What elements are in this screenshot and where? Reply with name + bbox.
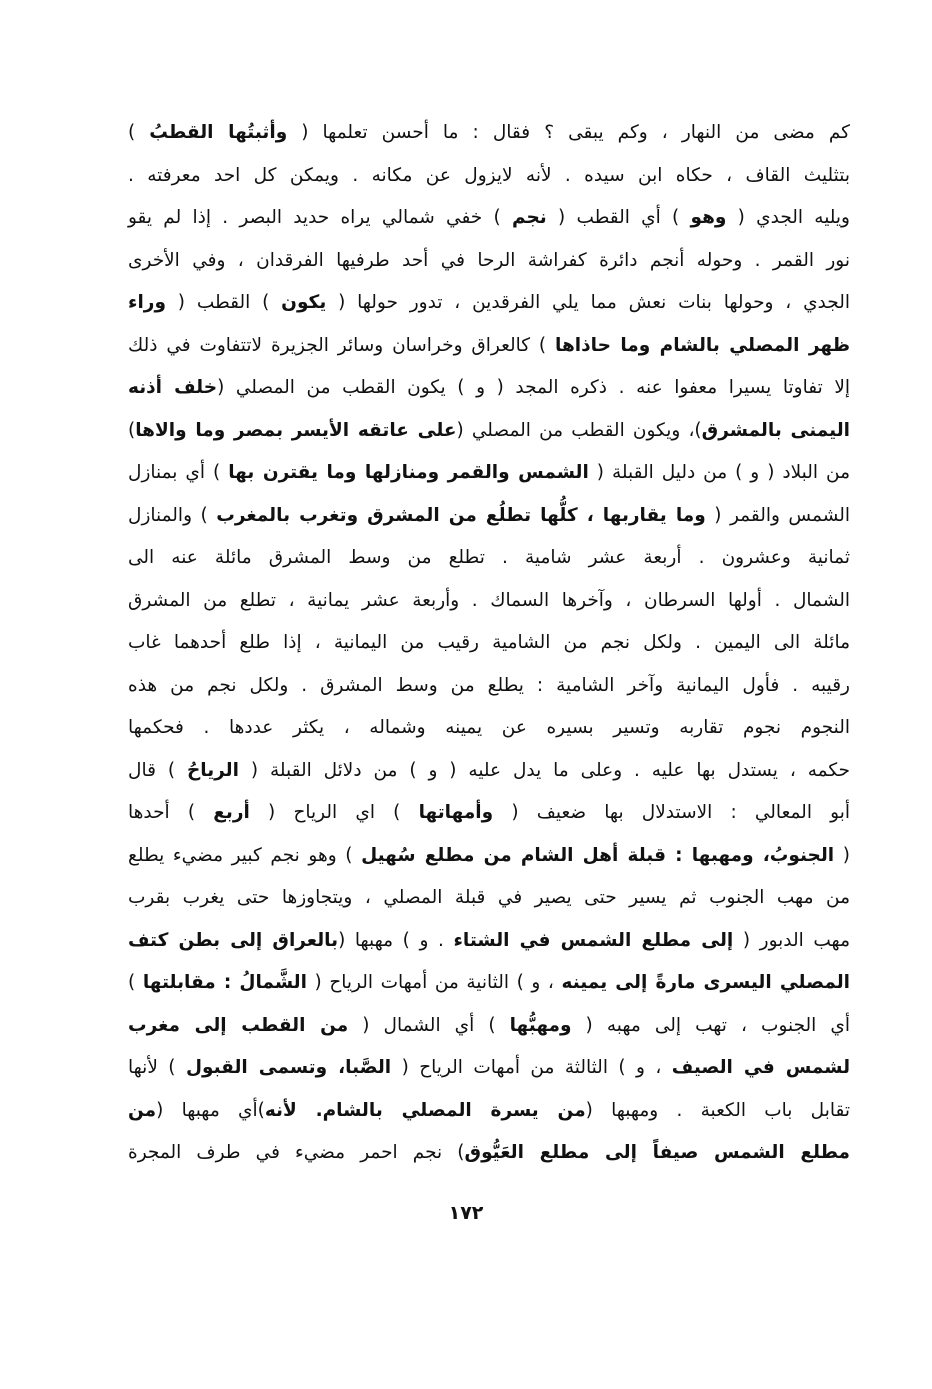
bold-text-segment: من يسرة المصلي بالشام. لأنه bbox=[264, 1099, 586, 1121]
text-segment: ) bbox=[128, 972, 143, 993]
text-line bbox=[128, 1047, 850, 1090]
text-segment: ) لأنها bbox=[128, 1057, 186, 1078]
bold-text-segment: ظهر المصلي بالشام وما حاذاها bbox=[555, 334, 850, 356]
text-segment: كم مضى من النهار ، وكم يبقى ؟ فقال : ما أحسن تعلمها ( bbox=[287, 122, 850, 143]
bold-text-segment: الجنوبُ، ومهبها : قبلة أهل الشام من مطلع سُهيل bbox=[361, 844, 835, 866]
bold-text-segment: نجم bbox=[511, 207, 547, 228]
text-segment: ) والمنازل bbox=[128, 504, 217, 526]
text-segment: بتثليث القاف ، حكاه ابن سيده . لأنه لايزول عن مكانه . ويمكن كل احد معرفته . bbox=[128, 164, 850, 186]
bold-text-segment: ومهبُّها bbox=[509, 1014, 572, 1036]
bold-text-segment: إلى مطلع الشمس في الشتاء bbox=[453, 929, 734, 951]
page-number: ١٧٢ bbox=[448, 1202, 484, 1224]
text-segment: ) القطب ( bbox=[165, 292, 282, 313]
bold-text-segment: خلف أذنه bbox=[128, 377, 218, 398]
bold-text-segment: الشَّمالُ : مقابلتها bbox=[142, 972, 307, 993]
text-segment: ) كالعراق وخراسان وسائر الجزيرة لاتتفاوت في ذلك bbox=[128, 334, 556, 356]
text-line bbox=[128, 622, 850, 665]
text-line bbox=[128, 1132, 850, 1175]
text-line bbox=[128, 580, 850, 623]
text-segment: رقيبه . فأول اليمانية وآخر الشامية : يطلع من وسط المشرق . ولكل نجم من هذه bbox=[128, 674, 850, 696]
text-segment: . و ) مهبها ( bbox=[338, 929, 454, 951]
bold-text-segment: مطلع الشمس صيفاً إلى مطلع العَيُّوق bbox=[464, 1142, 850, 1163]
text-line bbox=[128, 750, 850, 793]
text-segment: )، ويكون القطب من المصلي ( bbox=[456, 419, 702, 441]
text-segment: ) وهو نجم كبير مضيء يطلع bbox=[128, 844, 362, 866]
text-segment: ) قال bbox=[128, 759, 187, 781]
text-segment: حكمه ، يستدل بها عليه . وعلى ما يدل عليه ( و ) من دلائل القبلة ( bbox=[238, 759, 850, 781]
text-segment: ، و ) الثانية من أمهات الرياح ( bbox=[306, 972, 562, 993]
text-segment: مهب الدبور ( bbox=[733, 929, 850, 951]
text-segment: من مهب الجنوب ثم يسير حتى يصير في قبلة المصلي ، ويتجاوزها حتى يغرب بقرب bbox=[128, 887, 850, 908]
text-segment: ) أحدها bbox=[128, 802, 214, 823]
text-segment: ) نجم احمر مضيء في طرف المجرة bbox=[128, 1142, 465, 1163]
text-line bbox=[128, 112, 850, 155]
text-segment: ) bbox=[128, 122, 150, 143]
text-line bbox=[128, 665, 850, 708]
text-segment: النجوم نجوم تقاربه وتسير بسيره عن يمينه وشماله ، يكثر عددها . فحكمها bbox=[128, 717, 850, 738]
text-line bbox=[128, 835, 850, 878]
text-line bbox=[128, 1005, 850, 1048]
bold-text-segment: الشمس والقمر ومنازلها وما يقترن بها bbox=[228, 462, 589, 483]
text-segment: ) أي الشمال ( bbox=[348, 1014, 510, 1036]
bold-text-segment: من القطب إلى مغرب bbox=[128, 1014, 349, 1036]
text-segment: ) bbox=[128, 419, 136, 441]
text-line bbox=[128, 197, 850, 240]
text-segment: )أي مهبها ( bbox=[156, 1099, 265, 1121]
text-line bbox=[128, 962, 850, 1005]
text-segment: الشمس والقمر ( bbox=[705, 504, 850, 526]
bold-text-segment: وأمهاتها bbox=[418, 802, 494, 823]
text-segment: من البلاد ( و ) من دليل القبلة ( bbox=[588, 462, 850, 483]
text-line bbox=[128, 325, 850, 368]
text-segment: إلا تفاوتا يسيرا معفوا عنه . ذكره المجد ( و ) يكون القطب من المصلي ( bbox=[217, 377, 851, 398]
bold-text-segment: أربع bbox=[213, 802, 250, 823]
text-segment: ) اي الرياح ( bbox=[249, 802, 419, 823]
bold-text-segment: الصَّبا، وتسمى القبول bbox=[185, 1057, 392, 1078]
text-line bbox=[128, 707, 850, 750]
bold-text-segment: وأثبتُها القطبُ bbox=[149, 122, 288, 143]
text-segment: ثمانية وعشرون . أربعة عشر شامية . تطلع من وسط المشرق مائلة عنه الى bbox=[128, 547, 850, 568]
text-line bbox=[128, 877, 850, 920]
text-line bbox=[128, 410, 850, 453]
text-segment: ، و ) الثالثة من أمهات الرياح ( bbox=[391, 1057, 672, 1078]
body-text bbox=[128, 112, 850, 1175]
text-segment: مائلة الى اليمين . ولكل نجم من الشامية رقيب من اليمانية ، إذا طلع أحدهما غاب bbox=[128, 632, 850, 653]
text-segment: الجدي ، وحولها بنات نعش مما يلي الفرقدين ، تدور حولها ( bbox=[326, 292, 850, 313]
text-line bbox=[128, 920, 850, 963]
bold-text-segment: على عاتقه الأيسر بمصر وما والاها bbox=[135, 419, 457, 441]
bold-text-segment: وراء bbox=[128, 292, 166, 313]
text-segment: نور القمر . وحوله أنجم دائرة كفراشة الرحا في أحد طرفيها الفرقدان ، وفي الأخرى bbox=[128, 249, 850, 271]
text-line bbox=[128, 282, 850, 325]
text-segment: ويليه الجدي ( bbox=[726, 207, 850, 228]
bold-text-segment: وما يقاربها ، كلُّها تطلُع من المشرق وتغرب بالمغرب bbox=[216, 504, 706, 526]
bold-text-segment: من bbox=[128, 1099, 157, 1121]
text-line bbox=[128, 792, 850, 835]
text-segment: الشمال . أولها السرطان ، وآخرها السماك . وأربعة عشر يمانية ، تطلع من المشرق bbox=[128, 589, 850, 611]
text-line bbox=[128, 537, 850, 580]
text-segment: ) أي القطب ( bbox=[546, 207, 691, 228]
bold-text-segment: المصلي اليسرى مارةً إلى يمينه bbox=[561, 972, 851, 993]
text-segment: أي الجنوب ، تهب إلى مهبه ( bbox=[571, 1014, 850, 1036]
text-segment: ) خفي شمالي يراه حديد البصر . إذا لم يقو bbox=[128, 207, 512, 228]
text-line bbox=[128, 155, 850, 198]
bold-text-segment: بالعراق إلى بطن كتف bbox=[128, 929, 339, 951]
text-segment: أبو المعالي : الاستدلال بها ضعيف ( bbox=[493, 802, 850, 823]
text-segment: تقابل باب الكعبة . ومهبها ( bbox=[585, 1099, 850, 1121]
bold-text-segment: اليمنى بالمشرق bbox=[701, 419, 850, 441]
bold-text-segment: الرياحُ bbox=[186, 759, 239, 781]
bold-text-segment: يكون bbox=[281, 292, 327, 313]
text-line bbox=[128, 367, 850, 410]
text-line bbox=[128, 495, 850, 538]
text-line bbox=[128, 452, 850, 495]
bold-text-segment: وهو bbox=[690, 207, 727, 228]
text-segment: ( bbox=[834, 844, 850, 866]
bold-text-segment: لشمس في الصيف bbox=[671, 1057, 851, 1078]
text-line bbox=[128, 1090, 850, 1133]
text-line bbox=[128, 240, 850, 283]
text-segment: ) أي بمنازل bbox=[128, 462, 229, 483]
